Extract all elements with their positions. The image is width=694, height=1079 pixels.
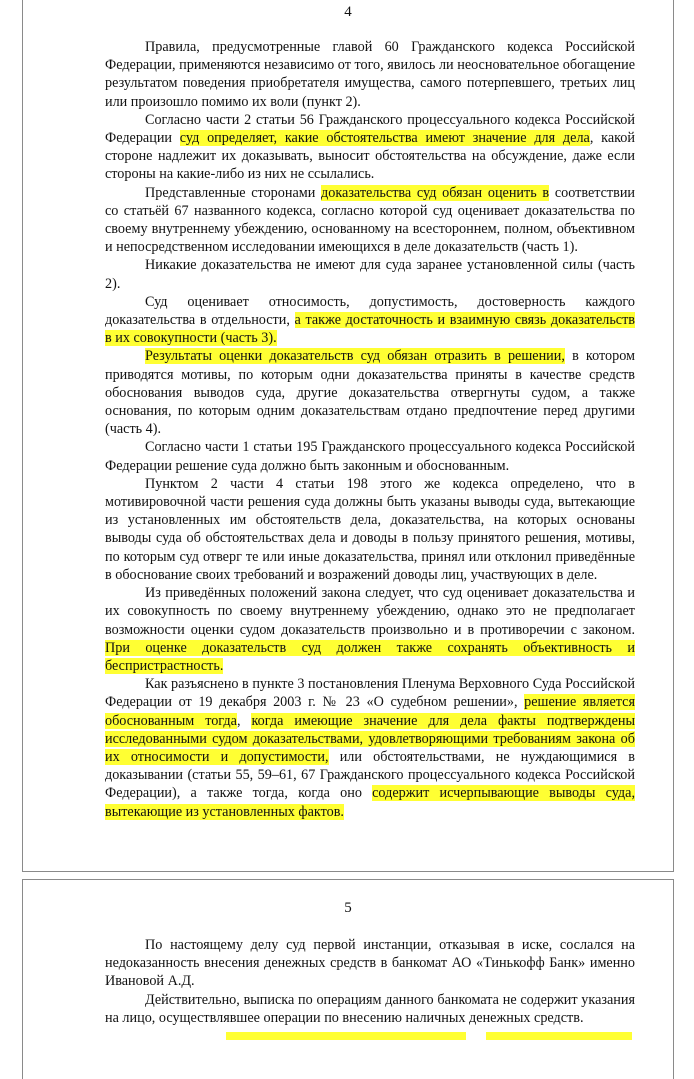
page-body — [105, 38, 635, 821]
paragraph — [105, 584, 635, 675]
highlight-mark — [486, 1032, 632, 1040]
document-page-4 — [22, 0, 674, 872]
text-run: Согласно части 2 статьи 56 Гражданского процессуального кодекса Российской Федерации — [105, 111, 635, 147]
page-number: 4 — [344, 4, 352, 20]
page-body — [105, 936, 635, 1027]
text-run: Из приведённых положений закона следует, что суд оценивает доказательства и их совокупность по своему внутреннему убеждению, однако это не предполагает возможности оценки судом доказательств произвольно и в противоречии с законом. — [105, 585, 635, 638]
highlight-mark — [226, 1032, 466, 1040]
highlighted-text: решение является обоснованным тогда — [105, 694, 636, 729]
text-run: Представленные сторонами — [145, 184, 322, 201]
highlighted-text: содержит исчерпывающие выводы суда, вытекающие из установленных фактов. — [105, 785, 635, 820]
paragraph — [105, 475, 635, 584]
paragraph — [105, 293, 635, 348]
text-run: Согласно части 1 статьи 195 Гражданского процессуального кодекса Российской Федерации решение суда должно быть законным и обоснованным. — [105, 439, 635, 474]
paragraph — [105, 991, 635, 1027]
text-run: Как разъяснено в пункте 3 постановления Пленума Верховного Суда Российской Федерации от 19 декабря 2003 г. № 23 «О судебном решении», — [105, 676, 635, 711]
text-run: , какой стороне надлежит их доказывать, выносит обстоятельства на обсуждение, даже если стороны на какие-либо из них не ссылались. — [105, 130, 635, 183]
text-run: Суд оценивает относимость, допустимость, достоверность каждого доказательства в отдельности, — [105, 293, 635, 329]
paragraph — [105, 256, 635, 292]
paragraph — [105, 936, 635, 991]
page-number: 5 — [344, 900, 352, 916]
paragraph — [105, 675, 635, 821]
highlighted-text: когда имеющие значение для дела факты подтверждены исследованными судом доказательствами, удовлетворяющими требованиям закона об их относимости и допустимости, — [105, 712, 636, 765]
text-run: , — [236, 712, 252, 729]
text-run: По настоящему делу суд первой инстанции, отказывая в иске, сослался на недоказанность внесения денежных средств в банкомат АО «Тинькофф Банк» именно Ивановой А.Д. — [105, 937, 635, 990]
document-page-5 — [22, 879, 674, 1079]
paragraph — [105, 111, 635, 184]
paragraph — [105, 184, 635, 257]
highlighted-text: доказательства суд обязан оценить в — [321, 184, 550, 201]
text-run: Никакие доказательства не имеют для суда заранее установленной силы (часть 2). — [105, 257, 635, 292]
highlighted-text: Результаты оценки доказательств суд обязан отразить в решении, — [145, 348, 565, 365]
text-run: Пунктом 2 части 4 статьи 198 этого же кодекса определено, что в мотивировочной части решения суда должны быть указаны выводы суда, вытекающие из установленных им обстоятельств дела, доказательства, на которых основаны выводы суда об обстоятельствах дела и доводы в пользу принятого решения, мотивы, по которым суд отверг те или иные доказательства, принял или отклонил приведённые в обоснование своих требований и возражений доводы лиц, участвующих в деле. — [105, 475, 635, 583]
text-run: соответствии со статьёй 67 названного кодекса, согласно которой суд оценивает доказательства по своему внутреннему убеждению, основанному на всестороннем, полном, объективном и непосредственном исследовании имеющихся в деле доказательств (часть 1). — [105, 184, 636, 256]
highlighted-text: а также достаточность и взаимную связь доказательств в их совокупности (часть 3). — [105, 312, 635, 347]
highlighted-text: При оценке доказательств суд должен также сохранять объективность и беспристрастность. — [105, 639, 635, 674]
paragraph — [105, 347, 635, 438]
paragraph — [105, 38, 635, 111]
text-run: в котором приводятся мотивы, по которым одни доказательства приняты в качестве средств обоснования выводов суда, другие доказательства отвергнуты судом, а также основания, по которым одним доказательствам отдано предпочтение перед другими (часть 4). — [105, 348, 635, 438]
highlighted-text: суд определяет, какие обстоятельства имеют значение для дела — [179, 130, 590, 147]
text-run: Действительно, выписка по операциям данного банкомата не содержит указания на лицо, осуществлявшее операции по внесению наличных денежных средств. — [105, 991, 635, 1026]
text-run: или обстоятельствами, не нуждающимися в доказывании (статьи 55, 59–61, 67 Гражданского процессуального кодекса Российской Федерации), а также тогда, когда оно — [105, 748, 636, 802]
paragraph — [105, 438, 635, 474]
text-run: Правила, предусмотренные главой 60 Гражданского кодекса Российской Федерации, применяются независимо от того, явилось ли неосновательное обогащение результатом поведения приобретателя имущества, самого потерпевшего, третьих лиц или произошло помимо их воли (пункт 2). — [105, 39, 635, 110]
